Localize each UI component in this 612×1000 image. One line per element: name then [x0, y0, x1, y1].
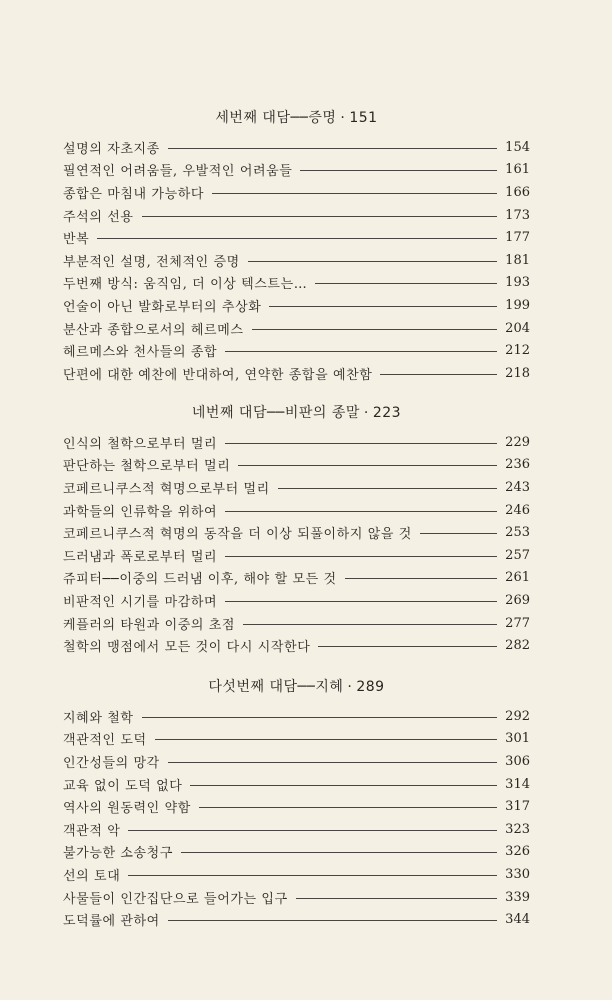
toc-entry[interactable]: [63, 181, 530, 204]
toc-entry-page: 193: [505, 275, 530, 291]
leader-line: [278, 488, 497, 489]
toc-entry[interactable]: [63, 728, 530, 751]
toc-entry-page: 199: [505, 297, 530, 313]
toc-entry-title: 드러냄과 폭로로부터 멀리: [63, 549, 218, 565]
toc-entry-page: 204: [505, 320, 530, 336]
toc-entry-page: 243: [505, 479, 530, 495]
toc-entry-title: 교육 없이 도덕 없다: [63, 778, 183, 794]
toc-entry-page: 236: [505, 457, 530, 473]
toc-entry-title: 도덕률에 관하여: [63, 914, 160, 930]
toc-entry-title: 사물들이 인간집단으로 들어가는 입구: [63, 891, 288, 907]
leader-line: [252, 329, 497, 330]
leader-line: [181, 852, 497, 853]
leader-line: [420, 533, 497, 534]
section-heading: [63, 108, 530, 128]
toc-entry-title: 역사의 원동력인 약함: [63, 801, 191, 817]
toc-entry[interactable]: [63, 249, 530, 272]
toc-entry-title: 두번째 방식: 움직임, 더 이상 텍스트는…: [63, 277, 308, 293]
toc-section-fourth-dialogue: [63, 403, 530, 657]
leader-line: [168, 762, 497, 763]
leader-line: [269, 306, 497, 307]
section-heading-page: 151: [349, 110, 378, 126]
toc-entry[interactable]: [63, 863, 530, 886]
toc-entry-page: 173: [505, 207, 530, 223]
toc-entry-page: 317: [505, 799, 530, 815]
toc-entry-page: 282: [505, 638, 530, 654]
toc-entry[interactable]: [63, 908, 530, 931]
leader-line: [345, 578, 497, 579]
toc-entry-page: 161: [505, 162, 530, 178]
toc-entry-page: 301: [505, 731, 530, 747]
toc-entry-title: 비판적인 시기를 마감하며: [63, 594, 218, 610]
toc-entry-page: 326: [505, 844, 530, 860]
leader-line: [318, 646, 497, 647]
toc-entry[interactable]: [63, 544, 530, 567]
toc-entry-title: 인식의 철학으로부터 멀리: [63, 436, 218, 452]
toc-entry-page: 277: [505, 615, 530, 631]
toc-entry-page: 292: [505, 708, 530, 724]
leader-line: [199, 807, 497, 808]
toc-entry-title: 부분적인 설명, 전체적인 증명: [63, 254, 240, 270]
section-heading-page: 289: [356, 679, 385, 695]
toc-entry[interactable]: [63, 841, 530, 864]
leader-line: [225, 511, 497, 512]
leader-line: [97, 238, 497, 239]
toc-entry[interactable]: [63, 476, 530, 499]
toc-entry-title: 인간성들의 망각: [63, 755, 160, 771]
toc-entry-page: 269: [505, 592, 530, 608]
toc-entry-title: 과학들의 인류학을 위하여: [63, 504, 218, 520]
toc-entry-page: 181: [505, 252, 530, 268]
leader-line: [225, 556, 497, 557]
toc-entry-title: 객관적인 도덕: [63, 733, 147, 749]
toc-entry-title: 필연적인 어려움들, 우발적인 어려움들: [63, 164, 293, 180]
toc-entry[interactable]: [63, 431, 530, 454]
section-heading-separator: ·: [363, 405, 369, 421]
toc-entry-title: 단편에 대한 예찬에 반대하여, 연약한 종합을 예찬함: [63, 367, 373, 383]
toc-entry-page: 306: [505, 753, 530, 769]
toc-entry[interactable]: [63, 272, 530, 295]
toc-entry-title: 분산과 종합으로서의 헤르메스: [63, 322, 244, 338]
toc-entry-title: 종합은 마침내 가능하다: [63, 186, 205, 202]
toc-entry-page: 330: [505, 866, 530, 882]
section-heading-title: 다섯번째 대담──지혜: [208, 679, 344, 695]
toc-entry-page: 257: [505, 547, 530, 563]
section-heading-title: 세번째 대담──증명: [215, 110, 337, 126]
toc-entry-page: 261: [505, 570, 530, 586]
section-heading-page: 223: [372, 405, 402, 421]
toc-section-third-dialogue: [63, 108, 530, 385]
toc-entry[interactable]: [63, 204, 530, 227]
toc-entry[interactable]: [63, 567, 530, 590]
toc-entry-title: 쥬피터──이중의 드러냄 이후, 해야 할 모든 것: [63, 572, 337, 588]
toc-entry-title: 반복: [63, 232, 90, 248]
toc-entry[interactable]: [63, 773, 530, 796]
toc-entry[interactable]: [63, 795, 530, 818]
toc-entry-title: 헤르메스와 천사들의 종합: [63, 345, 218, 361]
toc-entry-page: 323: [505, 821, 530, 837]
toc-entry-page: 166: [505, 184, 530, 200]
leader-line: [296, 898, 497, 899]
toc-entry-title: 코페르니쿠스적 혁명으로부터 멀리: [63, 481, 270, 497]
toc-entry-title: 언술이 아닌 발화로부터의 추상화: [63, 299, 262, 315]
toc-entry[interactable]: [63, 589, 530, 612]
toc-entry-title: 판단하는 철학으로부터 멀리: [63, 459, 231, 475]
leader-line: [248, 261, 497, 262]
leader-line: [315, 283, 497, 284]
toc-list: [63, 431, 530, 657]
toc-entry-page: 212: [505, 343, 530, 359]
leader-line: [128, 875, 497, 876]
toc-entry-title: 불가능한 소송청구: [63, 846, 173, 862]
toc-entry[interactable]: [63, 454, 530, 477]
toc-entry[interactable]: [63, 362, 530, 385]
toc-entry-page: 344: [505, 912, 530, 928]
toc-entry[interactable]: [63, 317, 530, 340]
toc-section-fifth-dialogue: [63, 677, 530, 931]
leader-line: [168, 148, 497, 149]
toc-entry-page: 229: [505, 434, 530, 450]
leader-line: [225, 601, 497, 602]
toc-entry[interactable]: [63, 136, 530, 159]
leader-line: [128, 830, 497, 831]
toc-entry[interactable]: [63, 339, 530, 362]
leader-line: [212, 193, 497, 194]
toc-entry-title: 선의 토대: [63, 868, 121, 884]
section-heading: [63, 677, 530, 697]
toc-entry-page: 314: [505, 776, 530, 792]
toc-entry-title: 코페르니쿠스적 혁명의 동작을 더 이상 되풀이하지 않을 것: [63, 527, 412, 543]
toc-entry-page: 154: [505, 139, 530, 155]
toc-entry[interactable]: [63, 499, 530, 522]
leader-line: [142, 717, 497, 718]
toc-entry[interactable]: [63, 294, 530, 317]
toc-entry-title: 철학의 맹점에서 모든 것이 다시 시작한다: [63, 640, 311, 656]
toc-entry[interactable]: [63, 818, 530, 841]
toc-entry-title: 케플러의 타원과 이중의 초점: [63, 617, 236, 633]
leader-line: [380, 374, 497, 375]
toc-entry-page: 246: [505, 502, 530, 518]
toc-entry-page: 253: [505, 525, 530, 541]
toc-entry[interactable]: [63, 634, 530, 657]
section-heading: [63, 403, 530, 423]
toc-entry-page: 177: [505, 230, 530, 246]
toc-entry[interactable]: [63, 750, 530, 773]
leader-line: [190, 785, 497, 786]
toc-entry[interactable]: [63, 521, 530, 544]
leader-line: [155, 739, 497, 740]
section-heading-title: 네번째 대담──비판의 종말: [191, 405, 360, 421]
toc-entry-title: 설명의 자초지종: [63, 141, 160, 157]
toc-entry[interactable]: [63, 886, 530, 909]
toc-list: [63, 705, 530, 931]
toc-entry-page: 339: [505, 889, 530, 905]
leader-line: [225, 443, 497, 444]
toc-entry-title: 객관적 악: [63, 823, 121, 839]
leader-line: [300, 170, 497, 171]
toc-entry-title: 주석의 선용: [63, 209, 134, 225]
toc-entry[interactable]: [63, 612, 530, 635]
toc-entry-page: 218: [505, 365, 530, 381]
toc-entry[interactable]: [63, 159, 530, 182]
leader-line: [225, 351, 497, 352]
leader-line: [238, 465, 497, 466]
toc-entry-title: 지혜와 철학: [63, 710, 134, 726]
toc-entry[interactable]: [63, 226, 530, 249]
section-heading-separator: ·: [340, 110, 346, 126]
leader-line: [142, 216, 497, 217]
section-heading-separator: ·: [347, 679, 353, 695]
toc-list: [63, 136, 530, 385]
toc-entry[interactable]: [63, 705, 530, 728]
leader-line: [243, 624, 497, 625]
leader-line: [168, 920, 497, 921]
